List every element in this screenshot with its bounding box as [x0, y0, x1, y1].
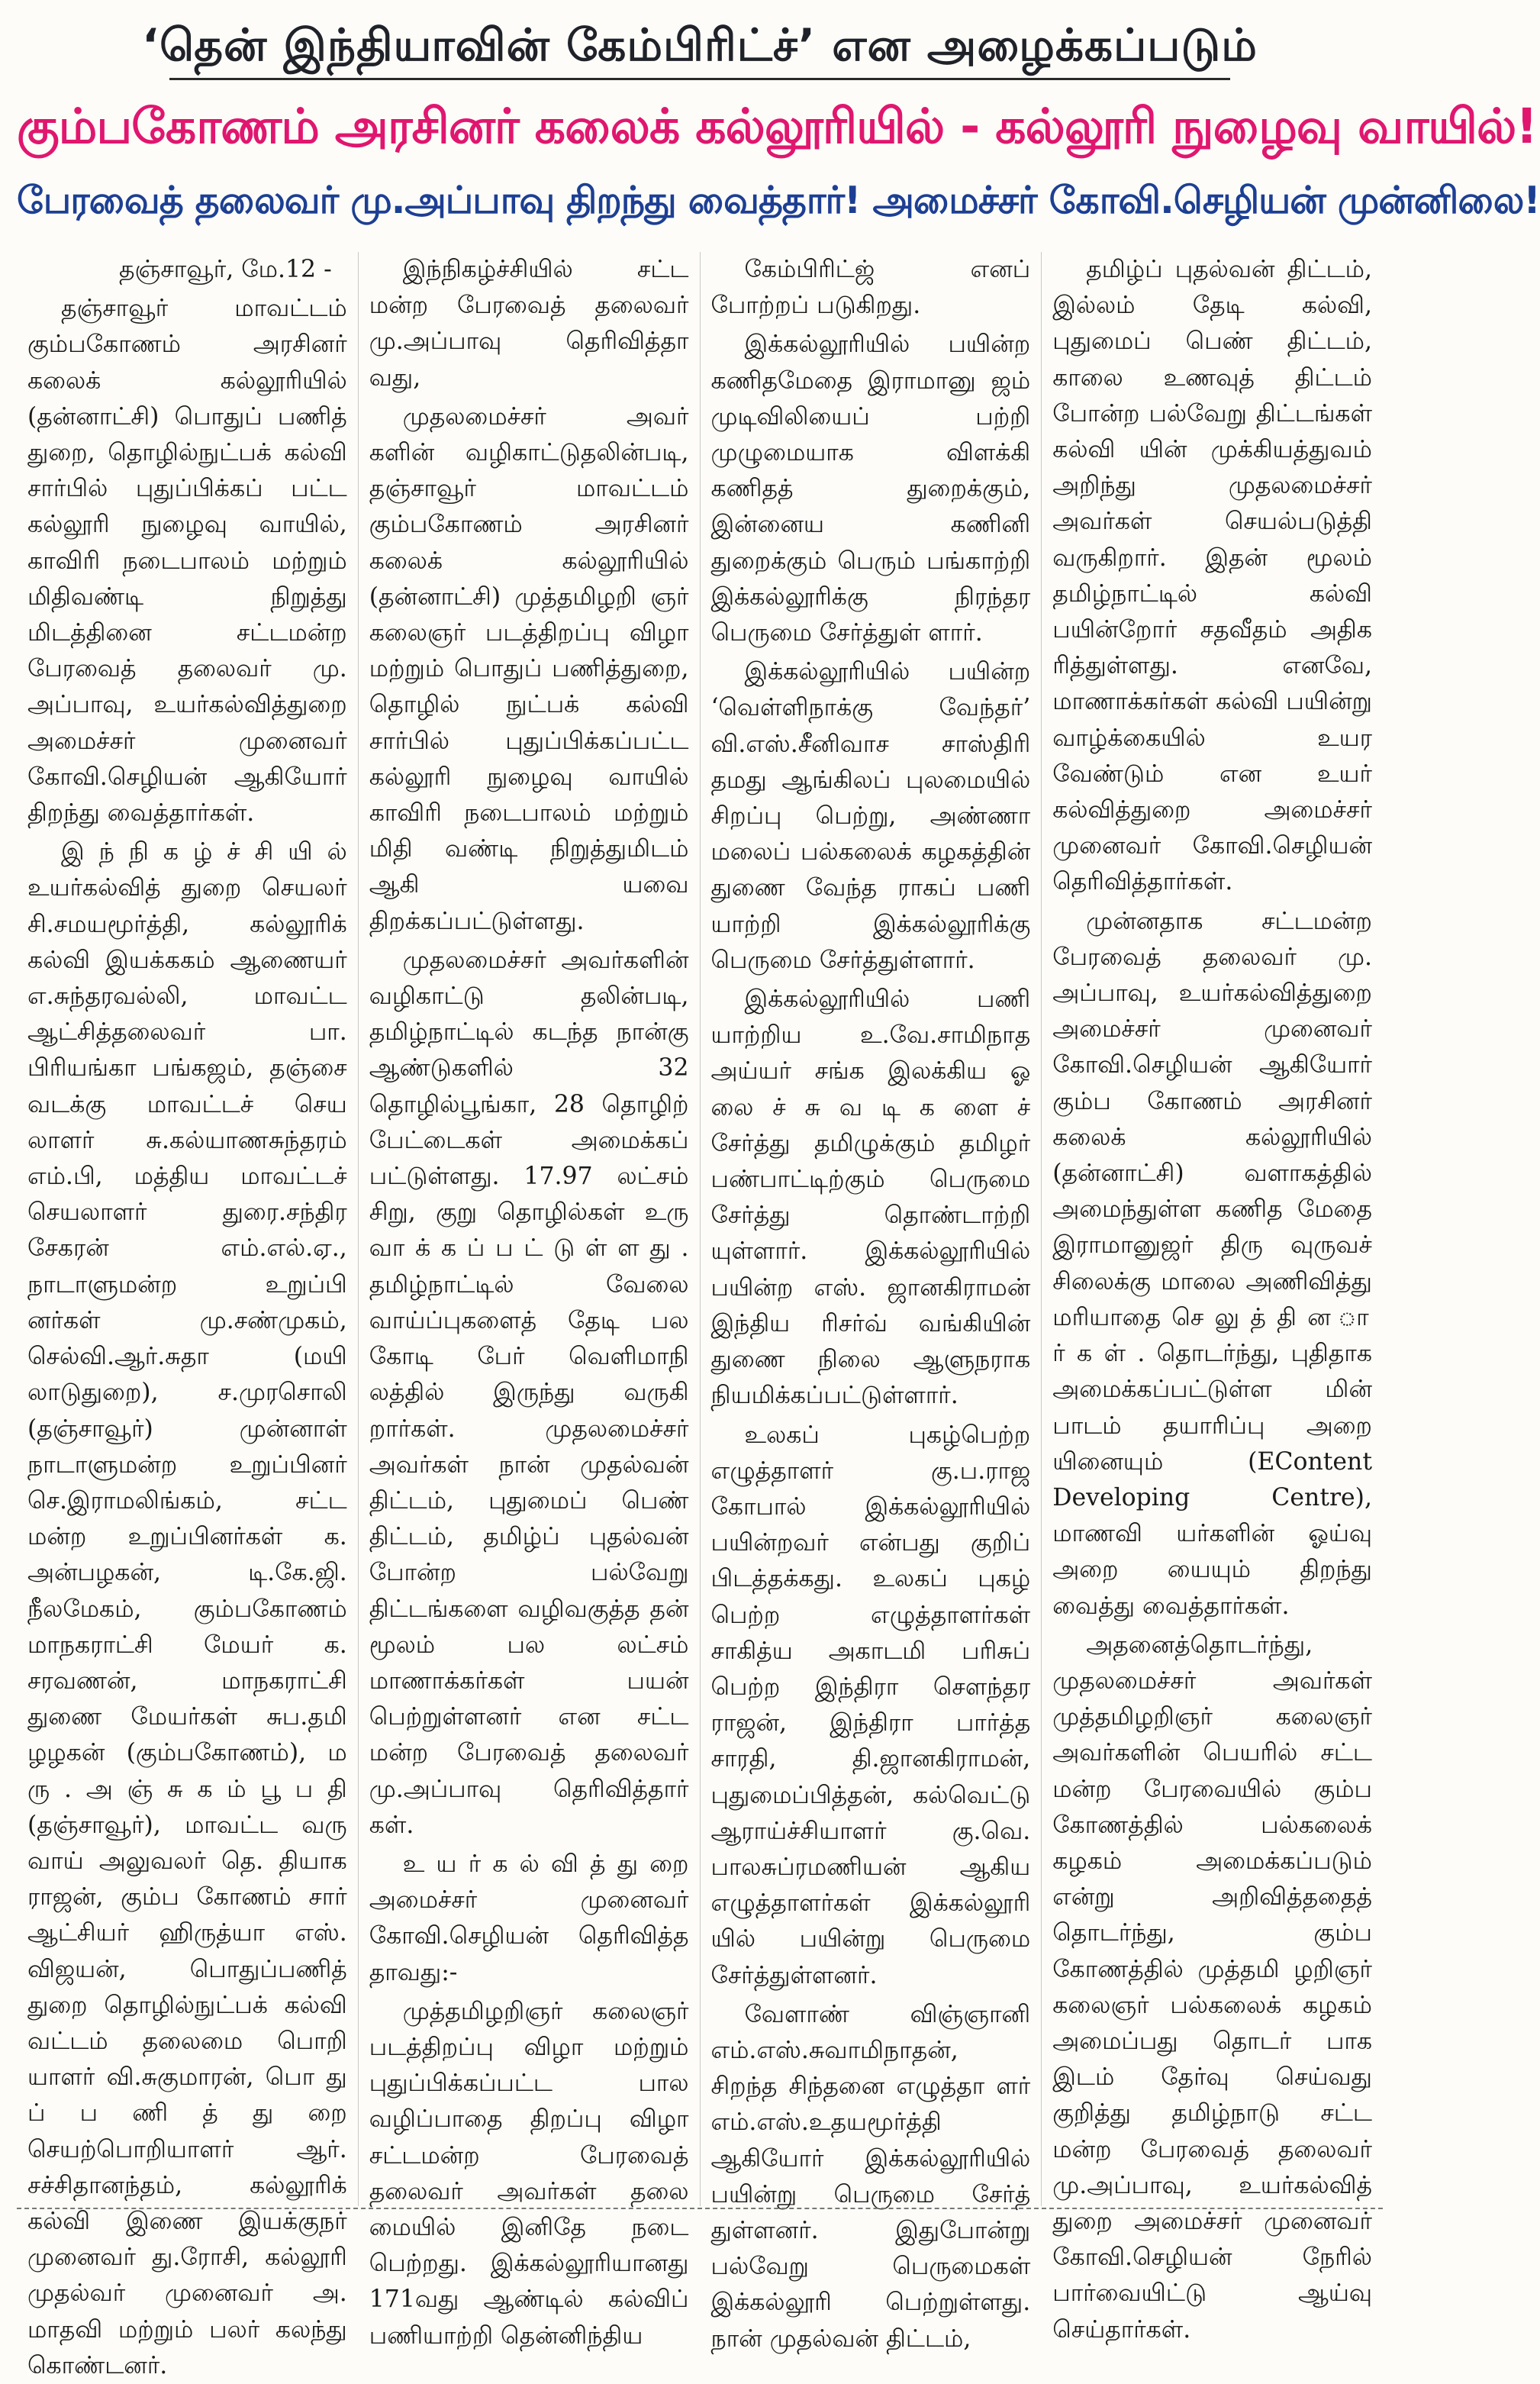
- paragraph: இக்கல்லூரியில் பயின்ற கணிதமேதை இராமானு ஜம் முடிவிலியைப் பற்றி முழுமையாக விளக்கி கணிதத் துறைக்கும், இன்னைய கணினி துறைக்கும் பெரும் பங்காற்றி இக்கல்லூரிக்கு நிரந்தர பெருமை சேர்த்துள் ளார்.: [710, 331, 1031, 647]
- paragraph: இக்கல்லூரியில் பயின்ற ‘வெள்ளிநாக்கு வேந்தர்’ வி.எஸ்.சீனிவாச சாஸ்திரி தமது ஆங்கிலப் புலமையில் சிறப்பு பெற்று, அண்ணா மலைப் பல்கலைக் கழகத்தின் துணை வேந்த ராகப் பணி யாற்றி இக்கல்லூரிக்கு பெருமை சேர்த்துள்ளார்.: [710, 658, 1031, 974]
- dateline: தஞ்சாவூர், மே.12 -: [119, 256, 332, 283]
- article-subheadline: பேரவைத் தலைவர் மு.அப்பாவு திறந்து வைத்தார்! அமைச்சர் கோவி.செழியன் முன்னிலை!: [17, 179, 1540, 222]
- paragraph: இ ந் நி க ழ் ச் சி யி ல் உயர்கல்வித் துறை செயலர் சி.சமயமூர்த்தி, கல்லூரிக் கல்வி இயக்ககம் ஆணையர் எ.சுந்தரவல்லி, மாவட்ட ஆட்சித்தலைவர் பா. பிரியங்கா பங்கஜம், தஞ்சை வடக்கு மாவட்டச் செய லாளர் சு.கல்யாணசுந்தரம் எம்.பி, மத்திய மாவட்டச் செயலாளர் துரை.சந்திர சேகரன் எம்.எல்.ஏ., நாடாளுமன்ற உறுப்பி னர்கள் மு.சண்முகம், செல்வி.ஆர்.சுதா (மயி லாடுதுறை), ச.முரசொலி (தஞ்சாவூர்) முன்னாள் நாடாளுமன்ற உறுப்பினர் செ.இராமலிங்கம், சட்ட மன்ற உறுப்பினர்கள் க. அன்பழகன், டி.கே.ஜி. நீலமேகம், கும்பகோணம் மாநகராட்சி மேயர் க. சரவணன், மாநகராட்சி துணை மேயர்கள் சுப.தமி ழழகன் (கும்பகோணம்), ம ரு . அ ஞ் சு க ம் பூ ப தி (தஞ்சாவூர்), மாவட்ட வரு வாய் அலுவலர் தெ. தியாக ராஜன், கும்ப கோணம் சார் ஆட்சியர் ஹிருத்யா எஸ். விஜயன், பொதுப்பணித் துறை தொழில்நுட்பக் கல்வி வட்டம் தலைமை பொறி யாளர் வி.சுகுமாரன், பொ து ப் ப ணி த் து றை செயற்பொறியாளர் ஆர். சச்சிதானந்தம், கல்லூரிக் கல்வி இணை இயக்குநர் முனைவர் து.ரோசி, கல்லூரி முதல்வர் முனைவர் அ. மாதவி மற்றும் பலர் கலந்து கொண்டனர்.: [27, 838, 347, 2379]
- paragraph: வேளாண் விஞ்ஞானி எம்.எஸ்.சுவாமிநாதன், சிறந்த சிந்தனை எழுத்தா ளர் எம்.எஸ்.உதயமூர்த்தி ஆகியோர் இக்கல்லூரியில் பயின்று பெருமை சேர்த் துள்ளனர். இதுபோன்று பல்வேறு பெருமைகள் இக்கல்லூரி பெற்றுள்ளது. நான் முதல்வன் திட்டம்,: [710, 2000, 1031, 2353]
- article-column-4: [1042, 252, 1383, 2344]
- article-column-3: [701, 252, 1042, 2353]
- paragraph: உ ய ர் க ல் வி த் து றை அமைச்சர் முனைவர் கோவி.செழியன் தெரிவித்த தாவது:-: [369, 1850, 689, 1986]
- article-kicker: ‘தென் இந்தியாவின் கேம்பிரிட்ச்’ என அழைக்கப்படும்: [142, 19, 1258, 71]
- paragraph: கேம்பிரிட்ஜ் எனப் போற்றப் படுகிறது.: [710, 256, 1031, 320]
- paragraph: தஞ்சாவூர் மாவட்டம் கும்பகோணம் அரசினர் கலைக் கல்லூரியில் (தன்னாட்சி) பொதுப் பணித் துறை, தொழில்நுட்பக் கல்வி சார்பில் புதுப்பிக்கப் பட்ட கல்லூரி நுழைவு வாயில், காவிரி நடைபாலம் மற்றும் மிதிவண்டி நிறுத்து மிடத்தினை சட்டமன்ற பேரவைத் தலைவர் மு. அப்பாவு, உயர்கல்வித்துறை அமைச்சர் முனைவர் கோவி.செழியன் ஆகியோர் திறந்து வைத்தார்கள்.: [27, 295, 347, 827]
- article-headline: கும்பகோணம் அரசினர் கலைக் கல்லூரியில் - கல்லூரி நுழைவு வாயில்!: [17, 98, 1538, 154]
- paragraph: அதனைத்தொடர்ந்து, முதலமைச்சர் அவர்கள் முத்தமிழறிஞர் கலைஞர் அவர்களின் பெயரில் சட்ட மன்ற பேரவையில் கும்ப கோணத்தில் பல்கலைக் கழகம் அமைக்கப்படும் என்று அறிவித்ததைத் தொடர்ந்து, கும்ப கோணத்தில் முத்தமி ழறிஞர் கலைஞர் பல்கலைக் கழகம் அமைப்பது தொடர் பாக இடம் தேர்வு செய்வது குறித்து தமிழ்நாடு சட்ட மன்ற பேரவைத் தலைவர் மு.அப்பாவு, உயர்கல்வித் துறை அமைச்சர் முனைவர் கோவி.செழியன் நேரில் பார்வையிட்டு ஆய்வு செய்தார்கள்.: [1052, 1631, 1372, 2344]
- paragraph: முதலமைச்சர் அவர்களின் வழிகாட்டு தலின்படி, தமிழ்நாட்டில் கடந்த நான்கு ஆண்டுகளில் 32 தொழில்பூங்கா, 28 தொழிற் பேட்டைகள் அமைக்கப் பட்டுள்ளது. 17.97 லட்சம் சிறு, குறு தொழில்கள் உரு வா க் க ப் ப ட் டு ள் ள து . தமிழ்நாட்டில் வேலை வாய்ப்புகளைத் தேடி பல கோடி பேர் வெளிமாநி லத்தில் இருந்து வருகி றார்கள். முதலமைச்சர் அவர்கள் நான் முதல்வன் திட்டம், புதுமைப் பெண் திட்டம், தமிழ்ப் புதல்வன் போன்ற பல்வேறு திட்டங்களை வழிவகுத்த தன் மூலம் பல லட்சம் மாணாக்கர்கள் பயன் பெற்றுள்ளனர் என சட்ட மன்ற பேரவைத் தலைவர் மு.அப்பாவு தெரிவித்தார் கள்.: [369, 946, 689, 1839]
- paragraph: முத்தமிழறிஞர் கலைஞர் படத்திறப்பு விழா மற்றும் புதுப்பிக்கப்பட்ட பால வழிப்பாதை திறப்பு விழா சட்டமன்ற பேரவைத் தலைவர் அவர்கள் தலை மையில் இனிதே நடை பெற்றது. இக்கல்லூரியானது 171வது ஆண்டில் கல்விப் பணியாற்றி தென்னிந்திய: [369, 1997, 689, 2350]
- paragraph: இந்நிகழ்ச்சியில் சட்ட மன்ற பேரவைத் தலைவர் மு.அப்பாவு தெரிவித்தா வது,: [369, 256, 689, 392]
- paragraph: இக்கல்லூரியில் பணி யாற்றிய உ.வே.சாமிநாத அய்யர் சங்க இலக்கிய ஓ லை ச் சு வ டி க ளை ச் சேர்த்து தமிழுக்கும் தமிழர் பண்பாட்டிற்கும் பெருமை சேர்த்து தொண்டாற்றி யுள்ளார். இக்கல்லூரியில் பயின்ற எஸ். ஜானகிராமன் இந்திய ரிசர்வ் வங்கியின் துணை நிலை ஆளுநராக நியமிக்கப்பட்டுள்ளார்.: [710, 986, 1031, 1410]
- paragraph: முன்னதாக சட்டமன்ற பேரவைத் தலைவர் மு. அப்பாவு, உயர்கல்வித்துறை அமைச்சர் முனைவர் கோவி.செழியன் ஆகியோர் கும்ப கோணம் அரசினர் கலைக் கல்லூரியில் (தன்னாட்சி) வளாகத்தில் அமைந்துள்ள கணித மேதை இராமானுஜர் திரு வுருவச் சிலைக்கு மாலை அணிவித்து மரியாதை செ லு த் தி ன ா ர் க ள் . தொடர்ந்து, புதிதாக அமைக்கப்பட்டுள்ள மின் பாடம் தயாரிப்பு அறை யினையும் (EContent Developing Centre), மாணவி யர்களின் ஓய்வு அறை யையும் திறந்து வைத்து வைத்தார்கள்.: [1052, 907, 1372, 1620]
- paragraph: தமிழ்ப் புதல்வன் திட்டம், இல்லம் தேடி கல்வி, புதுமைப் பெண் திட்டம், காலை உணவுத் திட்டம் போன்ற பல்வேறு திட்டங்கள் கல்வி யின் முக்கியத்துவம் அறிந்து முதலமைச்சர் அவர்கள் செயல்படுத்தி வருகிறார். இதன் மூலம் தமிழ்நாட்டில் கல்வி பயின்றோர் சதவீதம் அதிக ரித்துள்ளது. எனவே, மாணாக்கர்கள் கல்வி பயின்று வாழ்க்கையில் உயர வேண்டும் என உயர் கல்வித்துறை அமைச்சர் முனைவர் கோவி.செழியன் தெரிவித்தார்கள்.: [1052, 256, 1372, 896]
- paragraph: உலகப் புகழ்பெற்ற எழுத்தாளர் கு.ப.ராஜ கோபால் இக்கல்லூரியில் பயின்றவர் என்பது குறிப் பிடத்தக்கது. உலகப் புகழ் பெற்ற எழுத்தாளர்கள் சாகித்ய அகாடமி பரிசுப் பெற்ற இந்திரா சௌந்தர ராஜன், இந்திரா பார்த்த சாரதி, தி.ஜானகிராமன், புதுமைப்பித்தன், கல்வெட்டு ஆராய்ச்சியாளர் கு.வெ. பாலசுப்ரமணியன் ஆகிய எழுத்தாளர்கள் இக்கல்லூரி யில் பயின்று பெருமை சேர்த்துள்ளனர்.: [710, 1421, 1031, 1989]
- paragraph: முதலமைச்சர் அவர் களின் வழிகாட்டுதலின்படி, தஞ்சாவூர் மாவட்டம் கும்பகோணம் அரசினர் கலைக் கல்லூரியில் (தன்னாட்சி) முத்தமிழறி ஞர் கலைஞர் படத்திறப்பு விழா மற்றும் பொதுப் பணித்துறை, தொழில் நுட்பக் கல்வி சார்பில் புதுப்பிக்கப்பட்ட கல்லூரி நுழைவு வாயில் காவிரி நடைபாலம் மற்றும் மிதி வண்டி நிறுத்துமிடம் ஆகி யவை திறக்கப்பட்டுள்ளது.: [369, 402, 689, 935]
- bottom-divider: [17, 2208, 1383, 2211]
- article-column-2: [359, 252, 701, 2350]
- article-body: [17, 252, 1383, 2379]
- article-column-1: [17, 252, 359, 2379]
- kicker-underline: [169, 78, 1230, 80]
